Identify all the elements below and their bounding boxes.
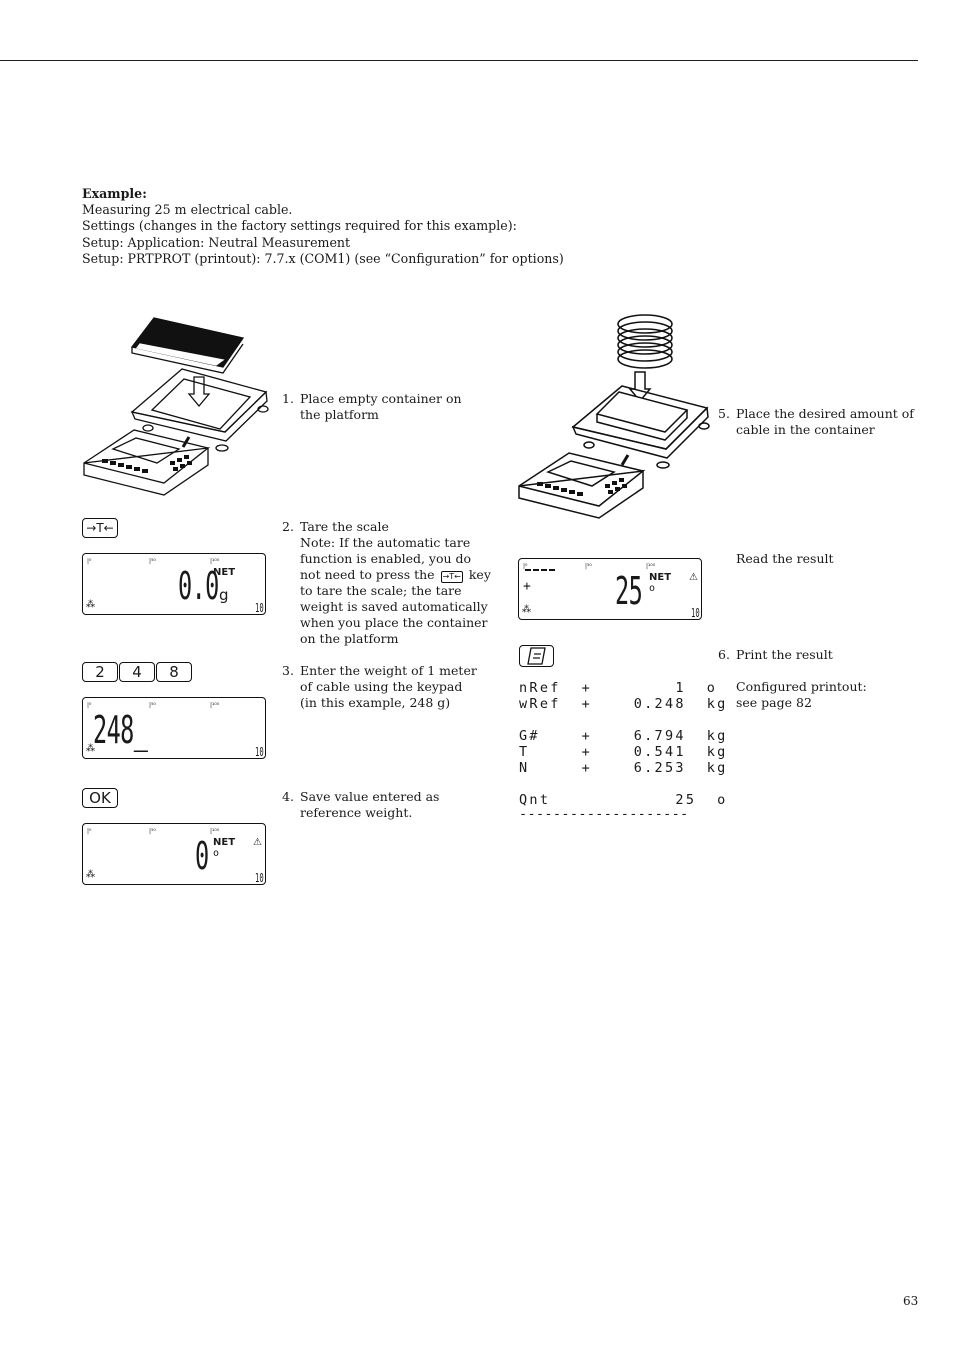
display-result: |⁰ |⁵⁰ |¹⁰⁰ + 25 NET o ⚠ ⁂ 10 [518,558,702,620]
step-number: 5. [718,406,730,421]
display-reference: |⁰ |⁵⁰ |¹⁰⁰ 0 NET o ⚠ ⁂ 10 [82,823,266,885]
tare-key-inline: →T← [442,572,461,581]
step-text: see page 82 [736,695,812,710]
net-indicator: NET [213,837,236,848]
step-number: 4. [282,789,294,804]
step-text: Configured printout: [736,679,867,694]
header-rule [0,60,918,61]
step-text: the platform [300,407,379,422]
tare-key[interactable]: →T← [82,518,118,538]
printout-line: T + 0.541 kg [519,744,728,760]
intro-line: Measuring 25 m electrical cable. [82,202,293,218]
progress-bar [525,569,555,573]
warning-triangle-icon: ⚠ [253,837,262,848]
warning-triangle-icon: ⚠ [689,572,698,583]
print-key[interactable] [519,645,554,667]
step-number: 1. [282,391,294,406]
display-value: 0.0 [178,564,219,608]
sign-indicator: + [523,579,531,594]
intro-line: Setup: Application: Neutral Measurement [82,234,351,250]
step-text: Tare the scale [300,519,389,534]
printout-line: nRef + 1 o [519,680,718,696]
printout-line: N + 6.253 kg [519,760,728,776]
display-value: 25 [615,569,643,613]
step-text: when you place the container [300,615,488,630]
key-2[interactable]: 2 [82,662,118,682]
step-text: on the platform [300,631,399,646]
stack-icon: ⁂ [86,870,95,880]
step-text: not need to press the [300,567,435,582]
scale-indicator: 10 [255,601,264,615]
step-text: Read the result [736,551,834,566]
step-text: Note: If the automatic tare [300,535,471,550]
printout-line: Qnt 25 o [519,792,728,808]
scale-with-container-illustration [80,315,270,505]
print-key-icon [526,647,548,665]
step-number: 3. [282,663,294,678]
net-indicator: NET [649,572,672,583]
step-text: to tare the scale; the tare [300,583,462,598]
step-text: cable in the container [736,422,875,437]
printout-line: G# + 6.794 kg [519,728,728,744]
intro-block [82,186,564,267]
intro-line: Setup: PRTPROT (printout): 7.7.x (COM1) (see “Configuration” for options) [82,250,564,266]
step-text: Print the result [736,647,833,662]
scale-indicator: 10 [255,871,264,885]
step-text: Save value entered as [300,789,440,804]
net-indicator: NET [213,567,236,578]
step-number: 6. [718,647,730,662]
step-text: Place the desired amount of [736,406,914,421]
scale-with-cable-illustration [515,310,715,535]
printout-line: wRef + 0.248 kg [519,696,728,712]
step-number: 2. [282,519,294,534]
display-value: 0 [195,834,209,878]
step-text: of cable using the keypad [300,679,463,694]
printout-line: -------------------- [519,806,689,822]
unit-indicator: g [219,586,229,604]
stack-icon: ⁂ [86,600,95,610]
step-text: (in this example, 248 g) [300,695,451,710]
key-4[interactable]: 4 [119,662,155,682]
intro-heading: Example: [82,186,147,201]
scale-indicator: 10 [255,745,264,759]
step-text: function is enabled, you do [300,551,472,566]
display-value: 248_ [93,708,148,752]
display-entry: |⁰ |⁵⁰ |¹⁰⁰ 248_ ⁂ 10 [82,697,266,759]
step-text: Place empty container on [300,391,462,406]
step-text: weight is saved automatically [300,599,488,614]
key-8[interactable]: 8 [156,662,192,682]
unit-indicator: o [213,848,220,859]
unit-indicator: o [649,583,656,594]
step-text: Enter the weight of 1 meter [300,663,477,678]
stack-icon: ⁂ [522,605,531,615]
stack-icon: ⁂ [86,744,95,754]
page-number: 63 [903,1294,919,1308]
intro-line: Settings (changes in the factory settings required for this example): [82,218,517,234]
display-tare: |⁰ |⁵⁰ |¹⁰⁰ 0.0 NET g ⁂ 10 [82,553,266,615]
step-text: key [468,567,491,582]
ok-key[interactable]: OK [82,788,118,808]
step-text: reference weight. [300,805,413,820]
scale-indicator: 10 [691,606,700,620]
